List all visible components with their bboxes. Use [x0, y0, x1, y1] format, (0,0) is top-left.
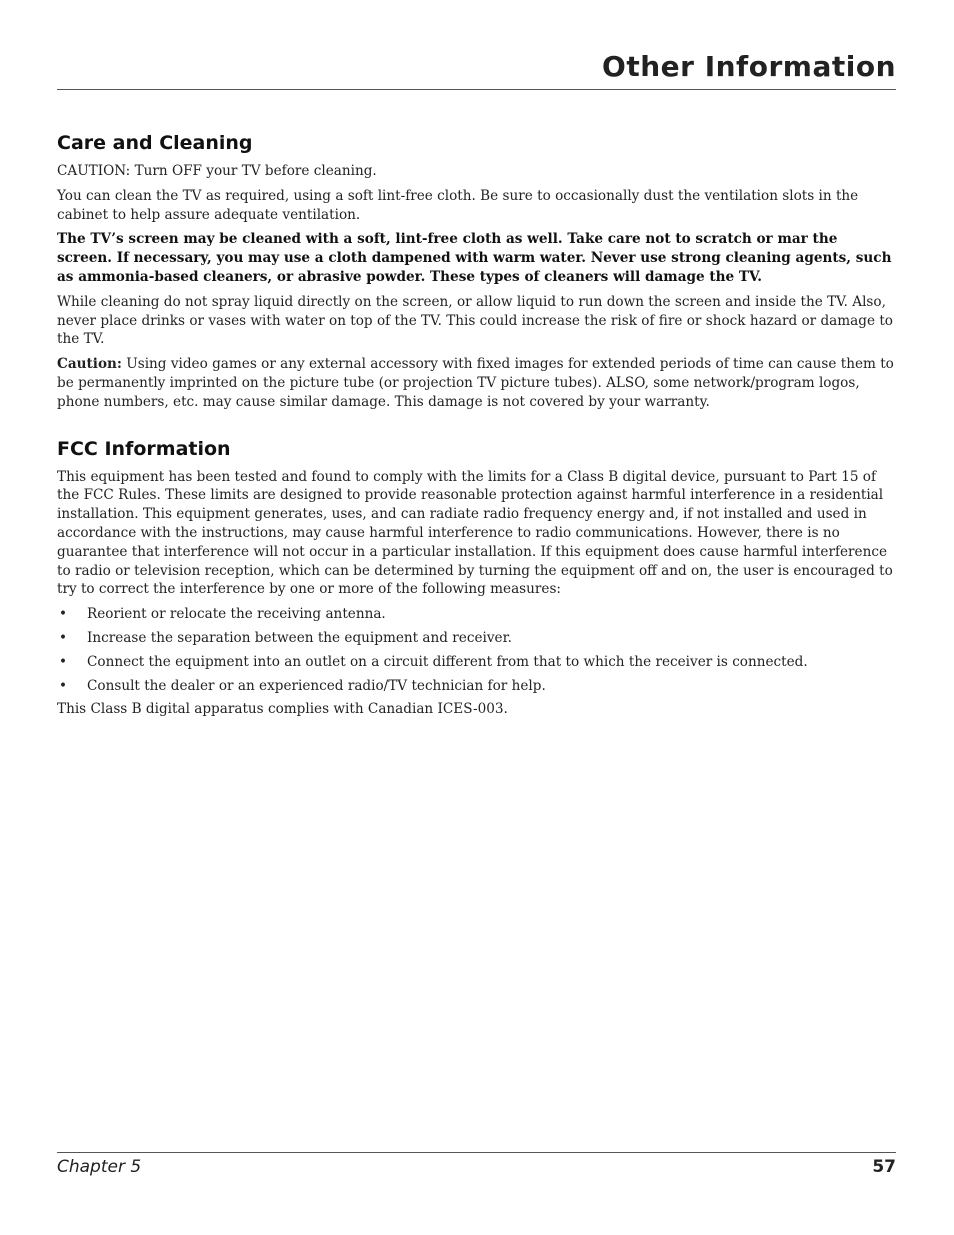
- care-heading: Care and Cleaning: [57, 132, 253, 154]
- bullet-icon: •: [59, 677, 68, 694]
- list-item-text: Consult the dealer or an experienced radio/TV technician for help.: [87, 677, 546, 694]
- care-bold-paragraph: The TV’s screen may be cleaned with a soft, lint-free cloth as well. Take care not to scratch or mar the screen. If necessary, you may use a cloth dampened with warm water. Never use strong cleaning agents, such as ammonia-based cleaners, or abrasive powder. These types of cleaners will damage the TV.: [57, 231, 892, 285]
- list-item: [57, 677, 896, 696]
- page-number: 57: [872, 1157, 896, 1177]
- care-paragraph-2: While cleaning do not spray liquid directly on the screen, or allow liquid to run down the screen and inside the TV. Also, never place drinks or vases with water on top of the TV. This could increase the risk of fire or shock hazard or damage to the TV.: [57, 293, 893, 348]
- list-item-text: Increase the separation between the equipment and receiver.: [87, 629, 512, 646]
- caution-text: Using video games or any external accessory with fixed images for extended periods of time can cause them to be permanently imprinted on the picture tube (or projection TV picture tubes). ALSO, some network/program logos, phone numbers, etc. may cause similar damage. This damage is not covered by your warranty.: [57, 356, 894, 410]
- list-item: [57, 629, 896, 648]
- fcc-heading: FCC Information: [57, 437, 231, 460]
- care-section: [57, 132, 896, 412]
- bullet-icon: •: [59, 606, 68, 623]
- fcc-section: [57, 438, 896, 720]
- caution-label: Caution:: [57, 356, 122, 373]
- header-rule: [57, 89, 896, 90]
- care-paragraph-1: You can clean the TV as required, using a soft lint-free cloth. Be sure to occasionally dust the ventilation slots in the cabinet to help assure adequate ventilation.: [57, 187, 859, 223]
- list-item: [57, 653, 896, 672]
- page-content: [57, 132, 896, 725]
- list-item-text: Connect the equipment into an outlet on a circuit different from that to which the receiver is connected.: [87, 653, 808, 670]
- care-caution-paragraph: [57, 355, 896, 411]
- page-title: Other Information: [602, 50, 896, 83]
- list-item: [57, 605, 896, 624]
- fcc-canada-statement: This Class B digital apparatus complies with Canadian ICES-003.: [57, 701, 508, 718]
- care-caution-line: CAUTION: Turn OFF your TV before cleaning.: [57, 163, 377, 179]
- list-item-text: Reorient or relocate the receiving antenna.: [87, 606, 386, 623]
- fcc-measures-list: [57, 605, 896, 695]
- bullet-icon: •: [59, 629, 68, 646]
- bullet-icon: •: [59, 653, 68, 670]
- footer-rule: [57, 1152, 896, 1153]
- footer-chapter: Chapter 5: [57, 1157, 142, 1177]
- fcc-intro: This equipment has been tested and found to comply with the limits for a Class B digital device, pursuant to Part 15 of the FCC Rules. These limits are designed to provide reasonable protection against harmful interference in a residential installation. This equipment generates, uses, and can radiate radio frequency energy and, if not installed and used in accordance with the instructions, may cause harmful interference to radio communications. However, there is no guarantee that interference will not occur in a particular installation. If this equipment does cause harmful interference to radio or television reception, which can be determined by turning the equipment off and on, the user is encouraged to try to correct the interference by one or more of the following measures:: [57, 468, 893, 598]
